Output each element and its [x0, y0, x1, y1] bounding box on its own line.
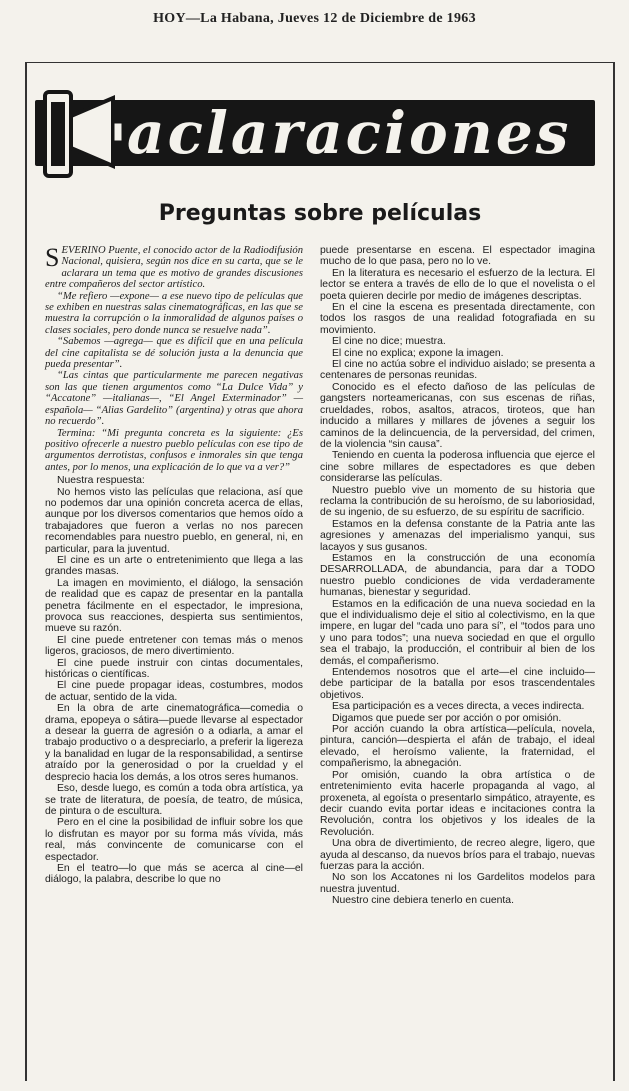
article-paragraph: Estamos en la edificación de una nueva sociedad en la que el individualismo deje el sitio al colectivismo, en la que impere, en lugar del “cada uno para sí”, el “todos para uno y uno para todos”; una nueva sociedad en que el orgullo sea el trabajo, la producción, el contribuir al bien de los demás, el compañerismo.: [320, 598, 595, 667]
article-paragraph: No hemos visto las películas que relaciona, así que no podemos dar una opinión concreta acerca de ellas, aunque por los diversos comentarios que hemos oído a trabajadores que fueron a verlas no nos parecen recomendables para nuestro pueblo, en general, ni, en particular, para la juventud.: [45, 486, 303, 555]
masthead: HOY—La Habana, Jueves 12 de Diciembre de 1963: [153, 11, 476, 26]
article-paragraph: En el cine la escena es presentada directamente, con todos los rasgos de una realidad fotografiada en su movimiento.: [320, 302, 595, 336]
article-paragraph: En el teatro—lo que más se acerca al cine—el diálogo, la palabra, describe lo que no: [45, 862, 303, 886]
section-title: aclaraciones: [127, 99, 572, 167]
article-paragraph: Eso, desde luego, es común a toda obra artística, ya se trate de literatura, de poesía, de teatro, de música, de pintura o de escultura.: [45, 783, 303, 817]
article-paragraph: Estamos en la defensa constante de la Patria ante las agresiones y amenazas del imperialismo yanqui, sus lacayos y sus gusanos.: [320, 518, 595, 553]
article-paragraph: Nuestro pueblo vive un momento de su historia que reclama la contribución de su heroísmo, de su laboriosidad, de su ingenio, de su esfuerzo, de su espíritu de sacrificio.: [320, 484, 595, 519]
article-paragraph: Termina: “Mi pregunta concreta es la siguiente: ¿Es positivo ofrecerle a nuestro pueblo películas con ese tipo de argumentos derrotistas, confusos e inmorales sin que tenga antes, por lo menos, una explicación de lo que va a ver?”: [45, 427, 303, 473]
article-paragraph: El cine puede propagar ideas, costumbres, modos de actuar, sentido de la vida.: [45, 680, 303, 703]
response-heading: Nuestra respuesta:: [57, 475, 145, 487]
article-paragraph: “Me refiero —expone— a ese nuevo tipo de películas que se exhiben en nuestras salas cinematográficas, en las que se muestra la corrupción o la inmoralidad de algunos países o clases sociales, pero donde nunca se resuelve nada”.: [45, 290, 303, 336]
article-paragraph: Una obra de divertimiento, de recreo alegre, ligero, que ayuda al descanso, da nuevos bríos para el trabajo, nuevas fuerzas para la acción.: [320, 838, 595, 872]
article-paragraph: Esa participación es a veces directa, a veces indirecta.: [332, 701, 585, 713]
section-banner: [35, 82, 605, 182]
article-paragraph: puede presentarse en escena. El espectador imagina mucho de lo que pasa, pero no lo ve.: [320, 245, 595, 268]
article-paragraph: El cine no actúa sobre el individuo aislado; se presenta a centenares de personas reunidas.: [320, 359, 595, 382]
article-column-left: [45, 245, 303, 886]
article-headline: Preguntas sobre películas: [158, 201, 482, 226]
article-paragraph: El cine es un arte o entretenimiento que llega a las grandes masas.: [45, 554, 303, 578]
article-paragraph: El cine puede entretener con temas más o menos ligeros, graciosos, de mero divertimiento.: [45, 634, 303, 658]
article-paragraph: Por omisión, cuando la obra artística o de entretenimiento evita hacerle propaganda al vago, al proxeneta, al egoísta o presentarlo simpático, atrayente, es decir cuando evita portar ideas e incitaciones contra la Revolución, contra los objetivos y los ideales de la Revolución.: [320, 769, 595, 838]
article-paragraph: Nuestro cine debiera tenerlo en cuenta.: [332, 895, 514, 907]
article-paragraph: Digamos que puede ser por acción o por omisión.: [332, 712, 562, 724]
drop-cap: S: [45, 243, 60, 272]
article-paragraph: Pero en el cine la posibilidad de influir sobre los que lo disfrutan es mayor por su forma más vívida, más real, más convincente de comunicarse con el espectador.: [45, 817, 303, 863]
article-paragraph: En la literatura es necesario el esfuerzo de la lectura. El lector se entera a través de ello de lo que el novelista o el poeta quieren decirle por medio de imágenes descriptas.: [320, 267, 595, 302]
article-paragraph: SEVERINO Puente, el conocido actor de la Radiodifusión Nacional, quisiera, según nos dice en su carta, que se le aclarara un tema que es motivo de grandes discusiones entre compañeros del sector artístico.: [45, 243, 303, 291]
article-paragraph: En la obra de arte cinematográfica—comedia o drama, epopeya o sátira—puede llevarse al espectador a desear la guerra de agresión o a odiarla, a amar el trabajo productivo o a despreciarlo, a preferir la ligereza y la banalidad en lugar de la responsabilidad, a sentirse atraído por la generosidad o por la crueldad y el desprecio hacia los demás, a los otros seres humanos.: [45, 703, 303, 783]
article-paragraph: El cine no dice; muestra.: [332, 336, 446, 348]
article-paragraph: El cine no explica; expone la imagen.: [332, 347, 504, 359]
article-paragraph: Estamos en la construcción de una economía DESARROLLADA, de abundancia, para dar a TODO nuestro pueblo condiciones de vida verdaderamente humanas, bienestar y seguridad.: [320, 552, 595, 599]
article-column-right: [320, 245, 595, 907]
article-paragraph: La imagen en movimiento, el diálogo, la sensación de realidad que es capaz de presentar en la pantalla penetra fácilmente en el espectador, le impresiona, provoca sus reacciones, despierta sus sentimientos, mueve su razón.: [45, 577, 303, 635]
article-paragraph: “Sabemos —agrega— que es difícil que en una película del cine capitalista se dé solución justa a la denuncia que pueda presentar”.: [45, 336, 303, 371]
article-paragraph: Conocido es el efecto dañoso de las películas de gangsters norteamericanas, con sus escenas de riñas, crueldades, robos, asaltos, atracos, tiroteos, que han inducido a millares y millares de jóvenes a seguir los caminos de la delincuencia, de la perversidad, del crimen, de la violencia “sin causa”.: [320, 381, 595, 450]
article-paragraph: No son los Accatones ni los Gardelitos modelos para nuestra juventud.: [320, 872, 595, 895]
article-paragraph: El cine puede instruir con cintas documentales, históricas o científicas.: [45, 657, 303, 681]
megaphone-icon: [39, 82, 129, 182]
article-paragraph: “Las cintas que particularmente me parecen negativas son las que tienen argumentos como “La Dulce Vida” y “Accatone” —italianas—, “El Angel Exterminador” —española— “Alias Gardelito” (argentina) y otras que ahora no recuerdo”.: [45, 370, 303, 428]
article-paragraph: Teniendo en cuenta la poderosa influencia que ejerce el cine sobre millares de espectadores es que deben considerarse las películas.: [320, 450, 595, 485]
article-paragraph: Por acción cuando la obra artística—película, novela, pintura, canción—despierta el afán de trabajo, el ideal elevado, el heroísmo valiente, la fraternidad, el compañerismo, la abnegación.: [320, 724, 595, 770]
article-paragraph: Entendemos nosotros que el arte—el cine incluido—debe participar de la batalla por esos trascendentales objetivos.: [320, 667, 595, 701]
